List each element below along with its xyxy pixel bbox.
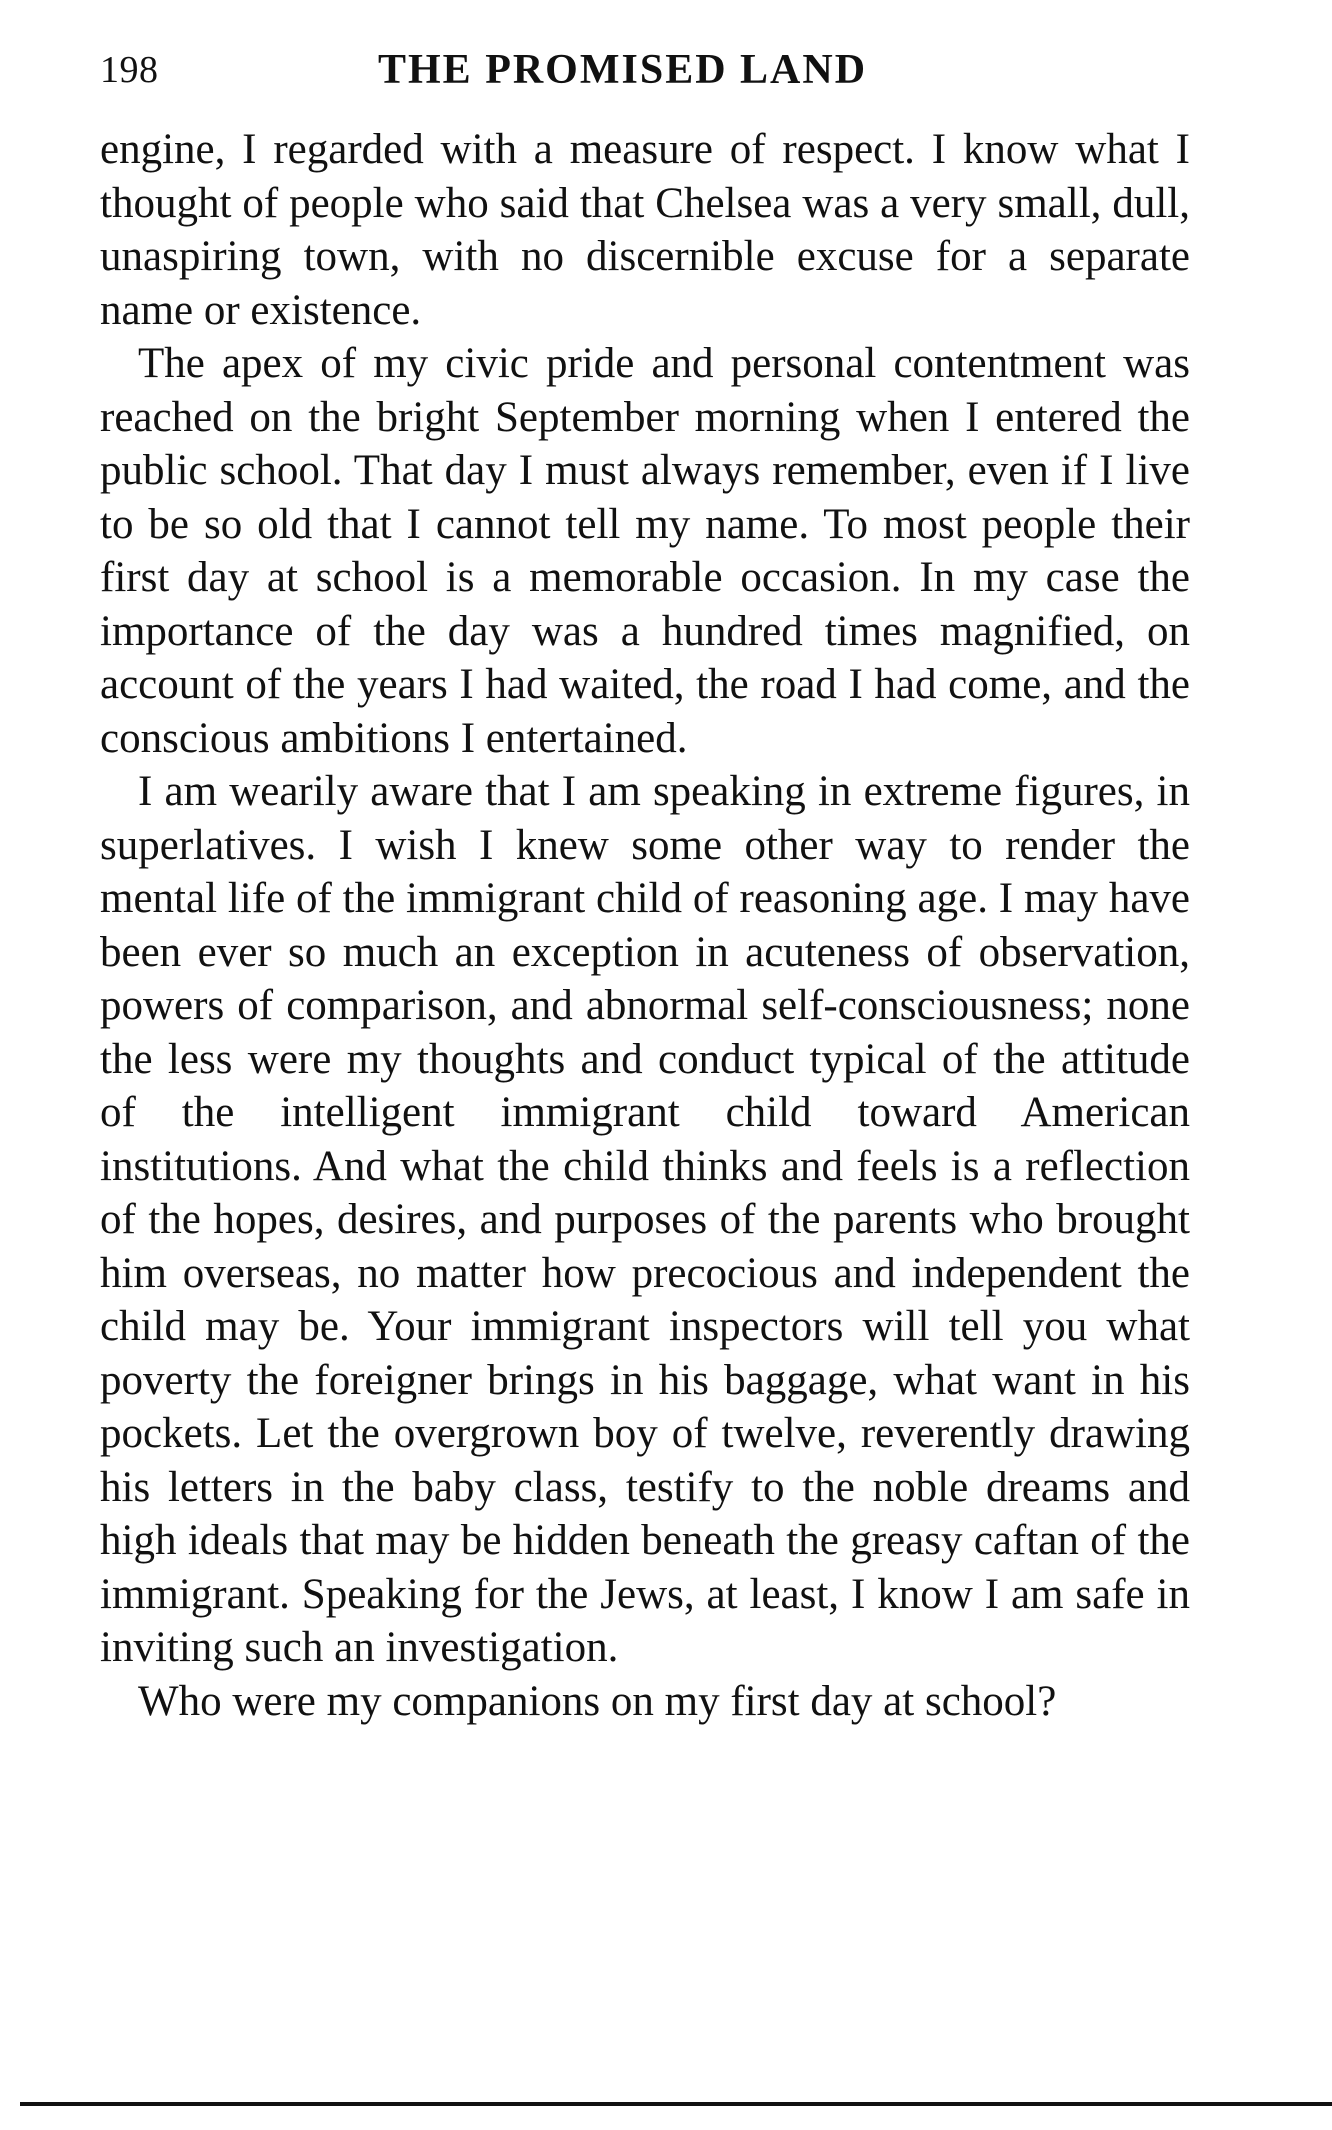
paragraph: I am wearily aware that I am speaking in extreme figures, in superlatives. I wish I knew some other way to render the mental life of the immigrant child of reasoning age. I may have been ever so much an exception in acuteness of observation, powers of comparison, and abnormal self-consciousness; none the less were my thoughts and conduct typical of the attitude of the intelligent immigrant child toward American institutions. And what the child thinks and feels is a reflection of the hopes, desires, and purposes of the parents who brought him overseas, no matter how precocious and independent the child may be. Your immigrant inspectors will tell you what poverty the foreigner brings in his baggage, what want in his pockets. Let the overgrown boy of twelve, reverently drawing his letters in the baby class, testify to the noble dreams and high ideals that may be hidden beneath the greasy caftan of the immigrant. Speaking for the Jews, at least, I know I am safe in inviting such an investigation.	[100, 768, 1190, 1671]
running-title: THE PROMISED LAND	[378, 47, 868, 93]
body-text	[100, 123, 1190, 1728]
paragraph-continued: engine, I regarded with a measure of respect. I know what I thought of people who said that Chelsea was a very small, dull, unaspiring town, with no discernible excuse for a separate name or existence.	[100, 126, 1190, 334]
paragraph: Who were my companions on my first day at school?	[138, 1677, 1057, 1725]
running-head	[100, 40, 1190, 100]
paragraph: The apex of my civic pride and personal contentment was reached on the bright September morning when I entered the public school. That day I must always remember, even if I live to be so old that I cannot tell my name. To most people their first day at school is a memorable occasion. In my case the importance of the day was a hundred times magnified, on account of the years I had waited, the road I had come, and the conscious ambitions I entertained.	[100, 340, 1190, 762]
page-number: 198	[100, 49, 159, 91]
bottom-rule	[20, 2102, 1332, 2106]
